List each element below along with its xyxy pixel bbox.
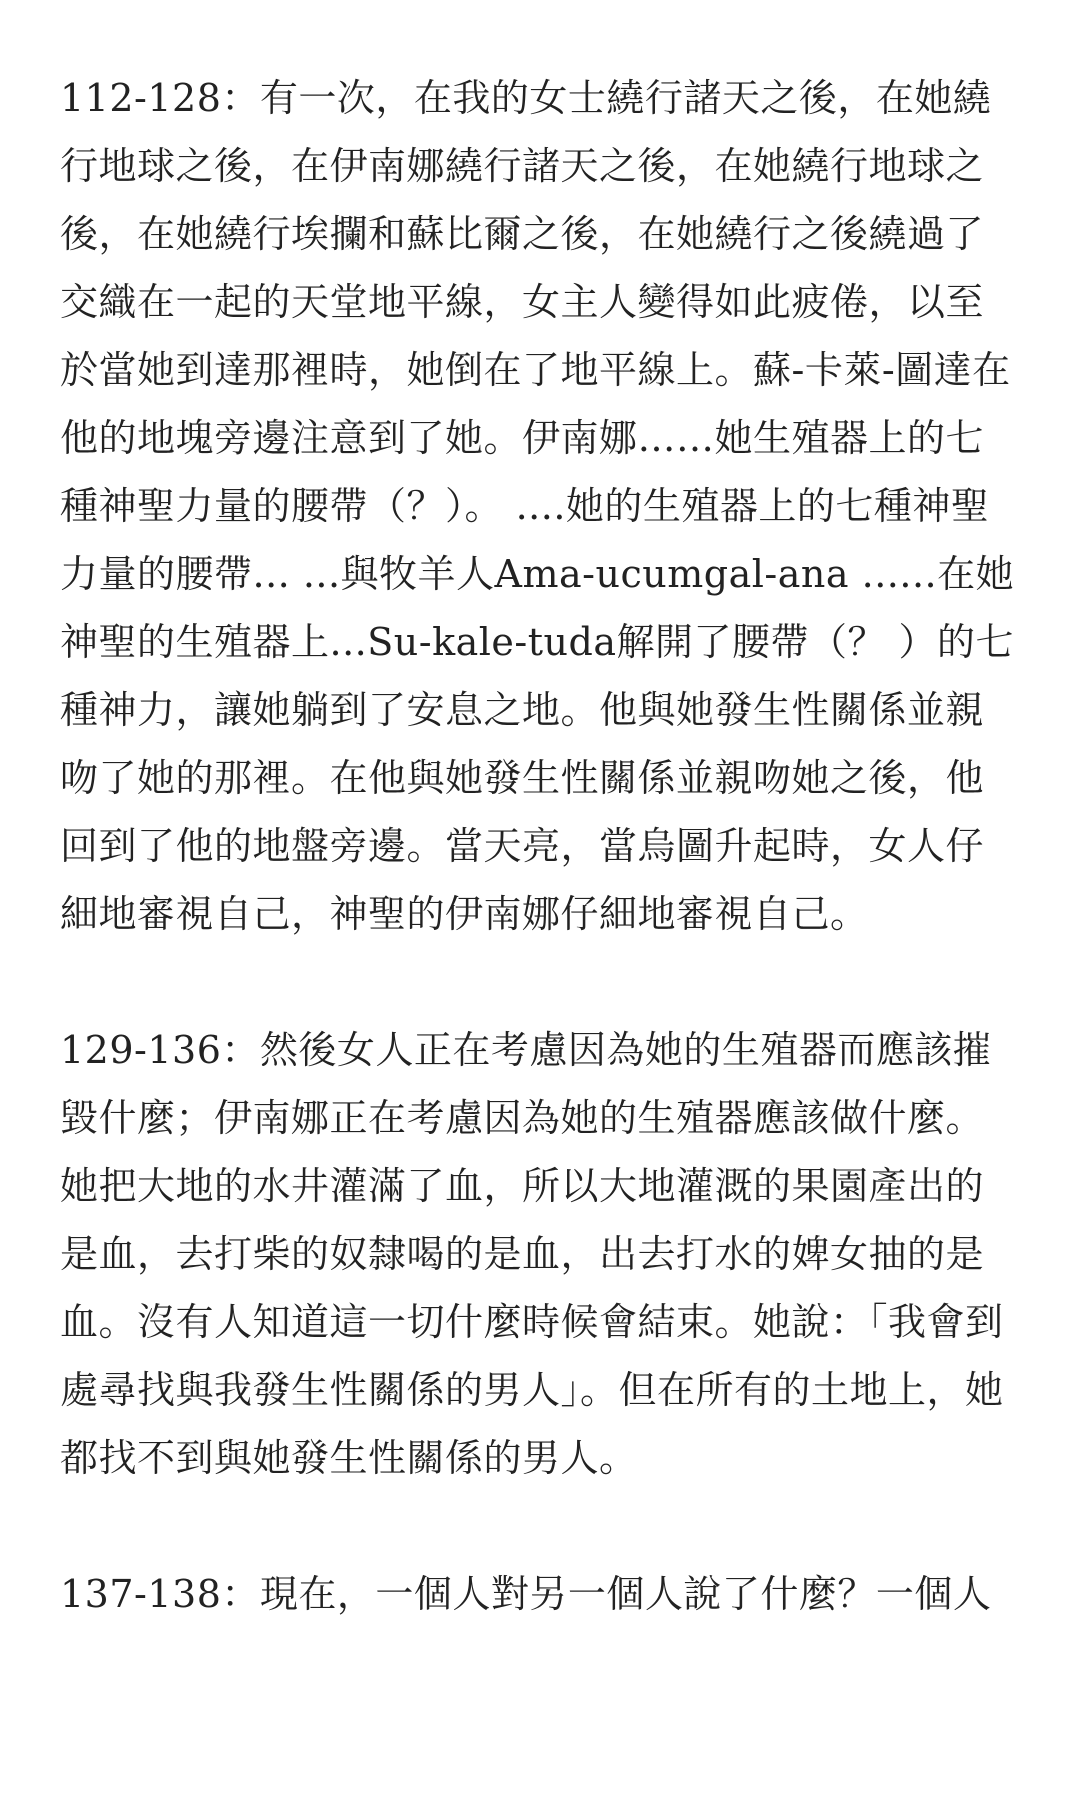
paragraph-137-138: 137-138：現在，一個人對另一個人說了什麼？一個人 — [60, 1572, 992, 1616]
paragraph-129-136: 129-136：然後女人正在考慮因為她的生殖器而應該摧毀什麼；伊南娜正在考慮因為她的生殖器應該做什麼。她把大地的水井灌滿了血，所以大地灌溉的果園產出的是血，去打柴的奴隸喝的是血，出去打水的婢女抽的是血。沒有人知道這一切什麼時候會結束。她說：「我會到處尋找與我發生性關係的男人」。但在所有的土地上，她都找不到與她發生性關係的男人。 — [60, 1028, 1004, 1480]
paragraph-112-128: 112-128：有一次，在我的女士繞行諸天之後，在她繞行地球之後，在伊南娜繞行諸天之後，在她繞行地球之後，在她繞行埃攔和蘇比爾之後，在她繞行之後繞過了交織在一起的天堂地平線，女主人變得如此疲倦，以至於當她到達那裡時，她倒在了地平線上。蘇-卡萊-圖達在他的地塊旁邊注意到了她。伊南娜……她生殖器上的七種神聖力量的腰帶（？）。 ....她的生殖器上的七種神聖力量的腰帶... ...與牧羊人Ama-ucumgal-ana ......在她神聖的生殖器上...Su-kale-tuda解開了腰帶（？ ）的七種神力，讓她躺到了安息之地。他與她發生性關係並親吻了她的那裡。在他與她發生性關係並親吻她之後，他回到了他的地盤旁邊。當天亮，當烏圖升起時，女人仔細地審視自己，神聖的伊南娜仔細地審視自己。 — [60, 76, 1015, 936]
document-body — [60, 64, 1020, 1628]
